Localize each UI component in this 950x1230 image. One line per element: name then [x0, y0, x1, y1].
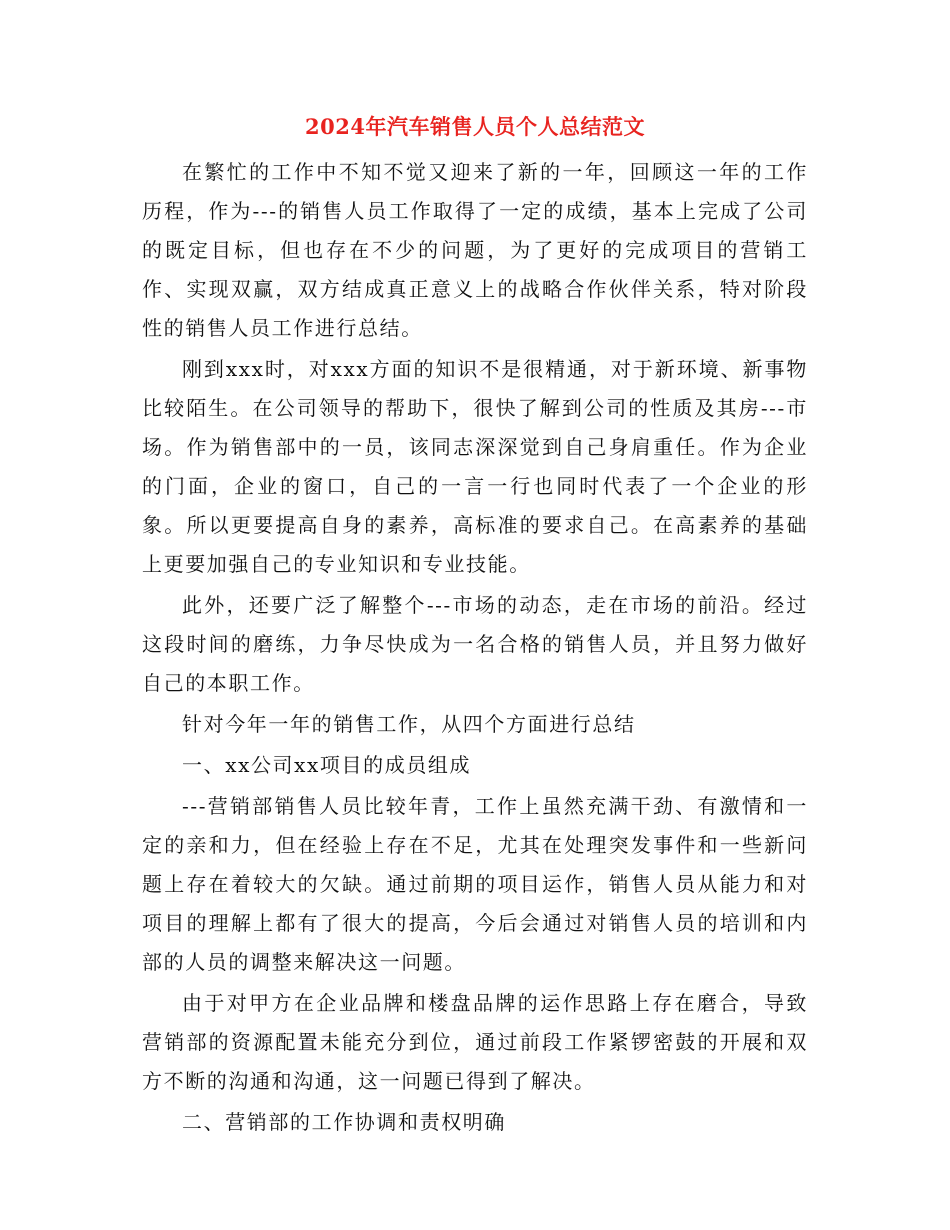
paragraph-summary-intro: 针对今年一年的销售工作，从四个方面进行总结 [182, 712, 636, 736]
document-title: 2024年汽车销售人员个人总结范文 [305, 114, 645, 139]
section-heading-1: 一、xx公司xx项目的成员组成 [182, 753, 472, 777]
paragraph-resources: 由于对甲方在企业品牌和楼盘品牌的运作思路上存在磨合，导致营销部的资源配置未能充分到位，通过前段工作紧锣密鼓的开展和双方不断的沟通和沟通，这一问题已得到了解决。 [142, 991, 808, 1093]
paragraph-team: ---营销部销售人员比较年青，工作上虽然充满干劲、有激情和一定的亲和力，但在经验上存在不足，尤其在处理突发事件和一些新问题上存在着较大的欠缺。通过前期的项目运作，销售人员从能力和对项目的理解上都有了很大的提高，今后会通过对销售人员的培训和内部的人员的调整来解决这一问题。 [142, 794, 808, 974]
document-body [142, 153, 808, 1144]
paragraph-arrival: 刚到xxx时，对xxx方面的知识不是很精通，对于新环境、新事物比较陌生。在公司领导的帮助下，很快了解到公司的性质及其房---市场。作为销售部中的一员，该同志深深觉到自己身肩重任。作为企业的门面，企业的窗口，自己的一言一行也同时代表了一个企业的形象。所以更要提高自身的素养，高标准的要求自己。在高素养的基础上更要加强自己的专业知识和专业技能。 [142, 357, 808, 576]
section-heading-2: 二、营销部的工作协调和责权明确 [182, 1110, 506, 1134]
paragraph-intro: 在繁忙的工作中不知不觉又迎来了新的一年，回顾这一年的工作历程，作为---的销售人员工作取得了一定的成绩，基本上完成了公司的既定目标，但也存在不少的问题，为了更好的完成项目的营销工作、实现双赢，双方结成真正意义上的战略合作伙伴关系，特对阶段性的销售人员工作进行总结。 [142, 160, 808, 340]
paragraph-market: 此外，还要广泛了解整个---市场的动态，走在市场的前沿。经过这段时间的磨练，力争尽快成为一名合格的销售人员，并且努力做好自己的本职工作。 [142, 593, 808, 695]
